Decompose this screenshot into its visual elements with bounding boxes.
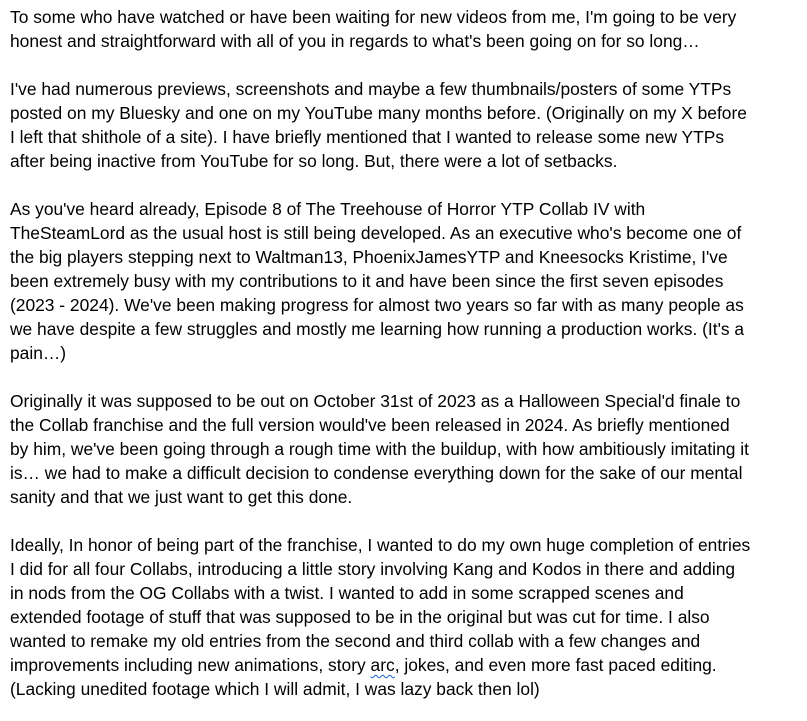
paragraph-intro: To some who have watched or have been waiting for new videos from me, I'm going to be very honest and straightforward with all of you in regards to what's been going on for so long… (10, 7, 737, 51)
paragraph-ideas (10, 533, 807, 701)
paragraph-collab-episode: As you've heard already, Episode 8 of The Treehouse of Horror YTP Collab IV with TheSteamLord as the usual host is still being developed. As an executive who's become one of the big players stepping next to Waltman13, PhoenixJamesYTP and Kneesocks Kristime, I've been extremely busy with my contributions to it and have been since the first seven episodes (2023 - 2024). We've been making progress for almost two years so far with as many people as we have despite a few struggles and mostly me learning how running a production works. (It's a pain…) (10, 199, 745, 363)
ideas-text-after: , jokes, and even more fast paced editing. (Lacking unedited footage which I will admit, I was lazy back then lol) (10, 655, 717, 699)
ideas-text-before: Ideally, In honor of being part of the franchise, I wanted to do my own huge completion of entries I did for all four Collabs, introducing a little story involving Kang and Kodos in there and adding in nods from the OG Collabs with a twist. I wanted to add in some scrapped scenes and extended footage of stuff that was supposed to be in the original but was cut for time. I also wanted to remake my old entries from the second and third collab with a few changes and improvements including new animations, story (10, 535, 751, 675)
paragraph-previews: I've had numerous previews, screenshots and maybe a few thumbnails/posters of some YTPs posted on my Bluesky and one on my YouTube many months before. (Originally on my X before I left that shithole of a site). I have briefly mentioned that I wanted to release some new YTPs after being inactive from YouTube for so long. But, there were a lot of setbacks. (10, 79, 747, 171)
paragraph-original-release: Originally it was supposed to be out on October 31st of 2023 as a Halloween Special'd finale to the Collab franchise and the full version would've been released in 2024. As briefly mentioned by him, we've been going through a rough time with the buildup, with how ambitiously imitating it is… we had to make a difficult decision to condense everything down for the sake of our mental sanity and that we just want to get this done. (10, 391, 749, 507)
spellcheck-flagged-word[interactable]: arc (370, 655, 395, 675)
